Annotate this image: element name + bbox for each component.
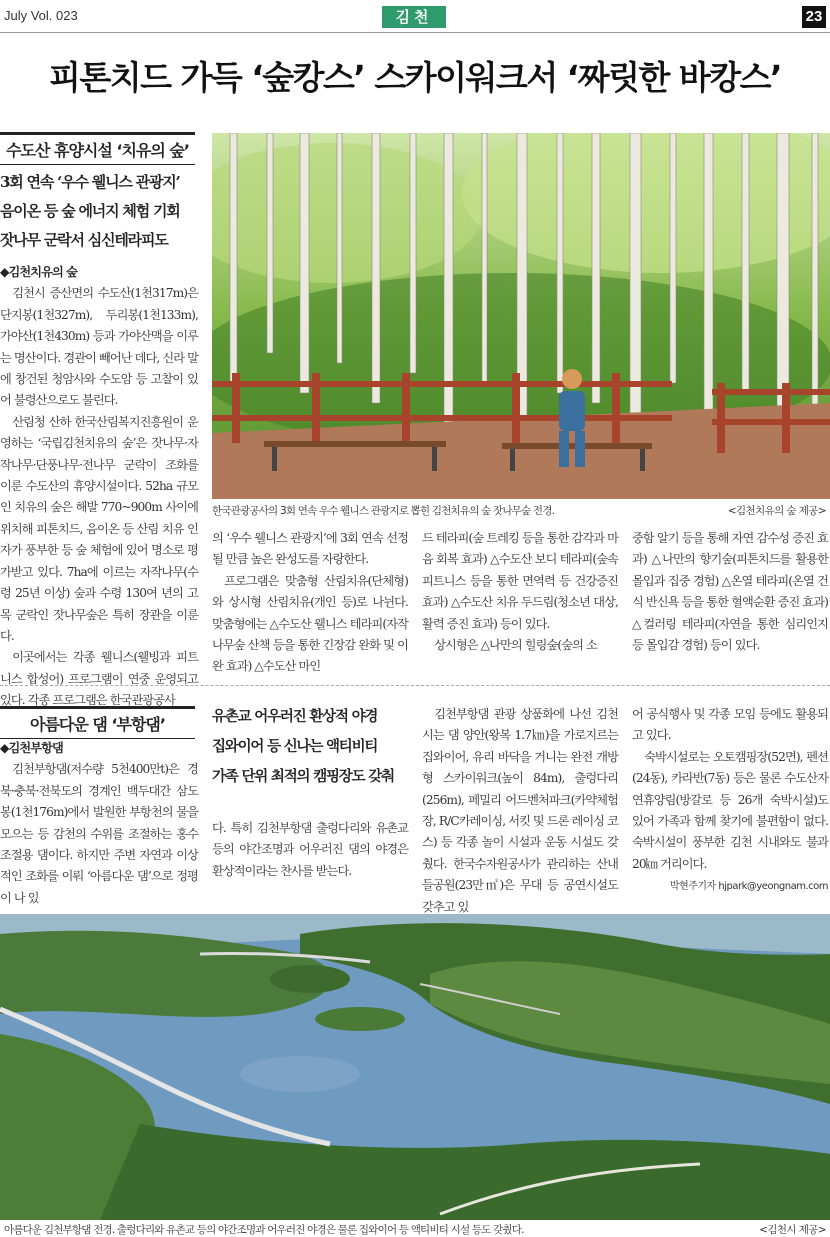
dam-photo-caption: 아름다운 김천부항댐 전경. 출렁다리와 유촌교 등의 야간조명과 어우러진 야경은 물론 집와이어 등 액티비티 시설 등도 갖췄다. bbox=[4, 1224, 524, 1236]
paragraph: 김천시 증산면의 수도산(1천317m)은 단지봉(1천327m), 두리봉(1천133m), 가야산(1천430m) 등과 가야산맥을 이루는 명산이다. 경관이 빼어난 데다, 신라 말에 창건된 청암사와 수도암 등 고찰이 있어 불령산으로도 불린다. bbox=[0, 286, 198, 408]
forest-photo-image bbox=[212, 133, 830, 499]
dam-photo-credit: <김천시 제공> bbox=[759, 1224, 826, 1236]
story2-column-4 bbox=[632, 704, 828, 875]
story1-column-1 bbox=[0, 262, 198, 712]
paragraph: 김천부항댐 관광 상품화에 나선 김천시는 댐 양안(왕복 1.7㎞)을 가로지르는 집와이어, 유리 바닥을 거니는 완전 개방형 스카이워크(높이 84m), 출렁다리(256m), 페밀리 어드벤처파크(카약체험장, R/C카레이싱, 서킷 및 드론 레이싱 코스) 등 각종 놀이 시설과 운동 시설도 갖췄다. 한국수자원공사가 관리하는 산내들공원(23만㎡)은 무대 등 공연시설도 갖추고 있 bbox=[422, 707, 618, 914]
story1-bullet: ◆김천치유의 숲 bbox=[0, 265, 78, 279]
paragraph: 어 공식행사 및 각종 모임 등에도 활용되고 있다. bbox=[632, 707, 828, 743]
story1-column-3 bbox=[422, 528, 618, 656]
header-rule bbox=[0, 32, 830, 33]
paragraph: 이곳에서는 각종 웰니스(웰빙과 피트니스 합성어) 프로그램이 연중 운영되고 있다. 각종 프로그램은 한국관광공사 bbox=[0, 650, 198, 708]
forest-photo bbox=[212, 133, 830, 499]
story2-column-3 bbox=[422, 704, 618, 918]
paragraph: 상시형은 △나만의 힐링숲(숲의 소 bbox=[434, 638, 597, 653]
dam-photo-image bbox=[0, 914, 830, 1220]
story1-column-2 bbox=[212, 528, 408, 678]
paragraph: 산림청 산하 한국산림복지진흥원이 운영하는 ‘국립김천치유의 숲’은 잣나무·자작나무·단풍나무·전나무 군락이 조화를 이룬 수도산의 휴양시설이다. 52ha 규모인 치유의 숲은 해발 770~900m 사이에 위치해 피톤치드, 음이온 등 산림 치유 인자가 풍부한 등 숲 체험에 있어 명소로 평가받고 있다. 7ha에 이르는 자작나무(수령 25년 이상) 숲과 수령 130여 년의 고목 군락인 잣나무숲은 특히 장관을 이룬다. bbox=[0, 414, 198, 643]
story1-deck-line: 음이온 등 숲 에너지 체험 기회 bbox=[0, 202, 180, 220]
story1-deck-line: 잣나무 군락서 심신테라피도 bbox=[0, 231, 168, 249]
story2-deck-line: 가족 단위 최적의 캠핑장도 갖춰 bbox=[212, 768, 394, 785]
paragraph: 김천부항댐(저수량 5천400만t)은 경북·충북·전북도의 경계인 백두대간 삼도봉(1천176m)에서 발원한 부항천의 물을 모으는 등 감천의 수위를 조절하는 홍수조절용 댐이다. 하지만 주변 자연과 이상적인 조화를 이뤄 ‘아름다운 댐’으로 정평이 나 있 bbox=[0, 762, 198, 905]
paragraph: 숙박시설로는 오토캠핑장(52면), 펜션(24동), 카라반(7동) 등은 물론 수도산자연휴양림(방갈로 등 26개 숙박시설)도 있어 가족과 함께 찾기에 불편함이 없다. 숙박시설이 풍부한 김천 시내와도 불과 20㎞ 거리이다. bbox=[632, 749, 828, 871]
paragraph: 프로그램은 맞춤형 산림치유(단체형)와 상시형 산림치유(개인 등)로 나뉜다. 맞춤형에는 △수도산 웰니스 테라피(자작나무숲 산책 등을 통한 긴장감 완화 및 이완 효과) △수도산 마인 bbox=[212, 573, 408, 674]
forest-photo-caption: 한국관광공사의 3회 연속 우수 웰니스 관광지로 뽑힌 김천치유의 숲 잣나무숲 전경. bbox=[212, 505, 555, 517]
story2-column-1 bbox=[0, 738, 198, 909]
page-number: 23 bbox=[802, 6, 826, 28]
byline: 박현주기자 hjpark@yeongnam.com bbox=[669, 881, 828, 892]
issue-volume: July Vol. 023 bbox=[4, 8, 78, 23]
story2-deck-line: 유촌교 어우러진 환상적 야경 bbox=[212, 708, 378, 725]
story1-subtitle: 수도산 휴양시설 ‘치유의 숲’ bbox=[0, 132, 195, 165]
paragraph: 의 ‘우수 웰니스 관광지’에 3회 연속 선정될 만큼 높은 완성도를 자랑한다. bbox=[212, 531, 408, 567]
story2-deck bbox=[212, 702, 408, 792]
paragraph: 다. 특히 김천부항댐 출렁다리와 유촌교 등의 야간조명과 어우러진 댐의 야경은 환상적이라는 찬사를 받는다. bbox=[212, 821, 408, 878]
story2-subtitle: 아름다운 댐 ‘부항댐’ bbox=[0, 706, 195, 739]
story2-bullet: ◆김천부항댐 bbox=[0, 741, 63, 755]
story2-deck-line: 집와이어 등 신나는 액티비티 bbox=[212, 738, 378, 755]
story-separator bbox=[0, 685, 830, 686]
section-label: 김천 bbox=[382, 6, 446, 28]
paragraph: 중함 알기 등을 통해 자연 감수성 증진 효과) △나만의 향기숲(피톤치드를 활용한 몰입과 집중 경험) △온열 테라피(온열 건식 반신욕 등을 통한 혈액순환 증진 효과) △컬러링 테라피(자연을 통한 심리인지 등 몰입감 경험) 등이 있다. bbox=[632, 531, 828, 653]
story1-column-4 bbox=[632, 528, 828, 656]
story1-deck bbox=[0, 168, 200, 255]
story2-column-2 bbox=[212, 818, 408, 882]
paragraph: 드 테라피(숲 트레킹 등을 통한 감각과 마음 회복 효과) △수도산 보디 테라피(숲속 피트니스 등을 통한 면역력 등 건강증진 효과) △수도산 치유 두드림(청소년 대상, 활력 증진 효과) 등이 있다. bbox=[422, 531, 618, 631]
forest-photo-credit: <김천치유의 숲 제공> bbox=[727, 505, 826, 517]
dam-photo bbox=[0, 914, 830, 1220]
story1-deck-line: 3회 연속 ‘우수 웰니스 관광지’ bbox=[0, 173, 180, 191]
headline: 피톤치드 가득 ‘숲캉스’ 스카이워크서 ‘짜릿한 바캉스’ bbox=[48, 58, 782, 97]
